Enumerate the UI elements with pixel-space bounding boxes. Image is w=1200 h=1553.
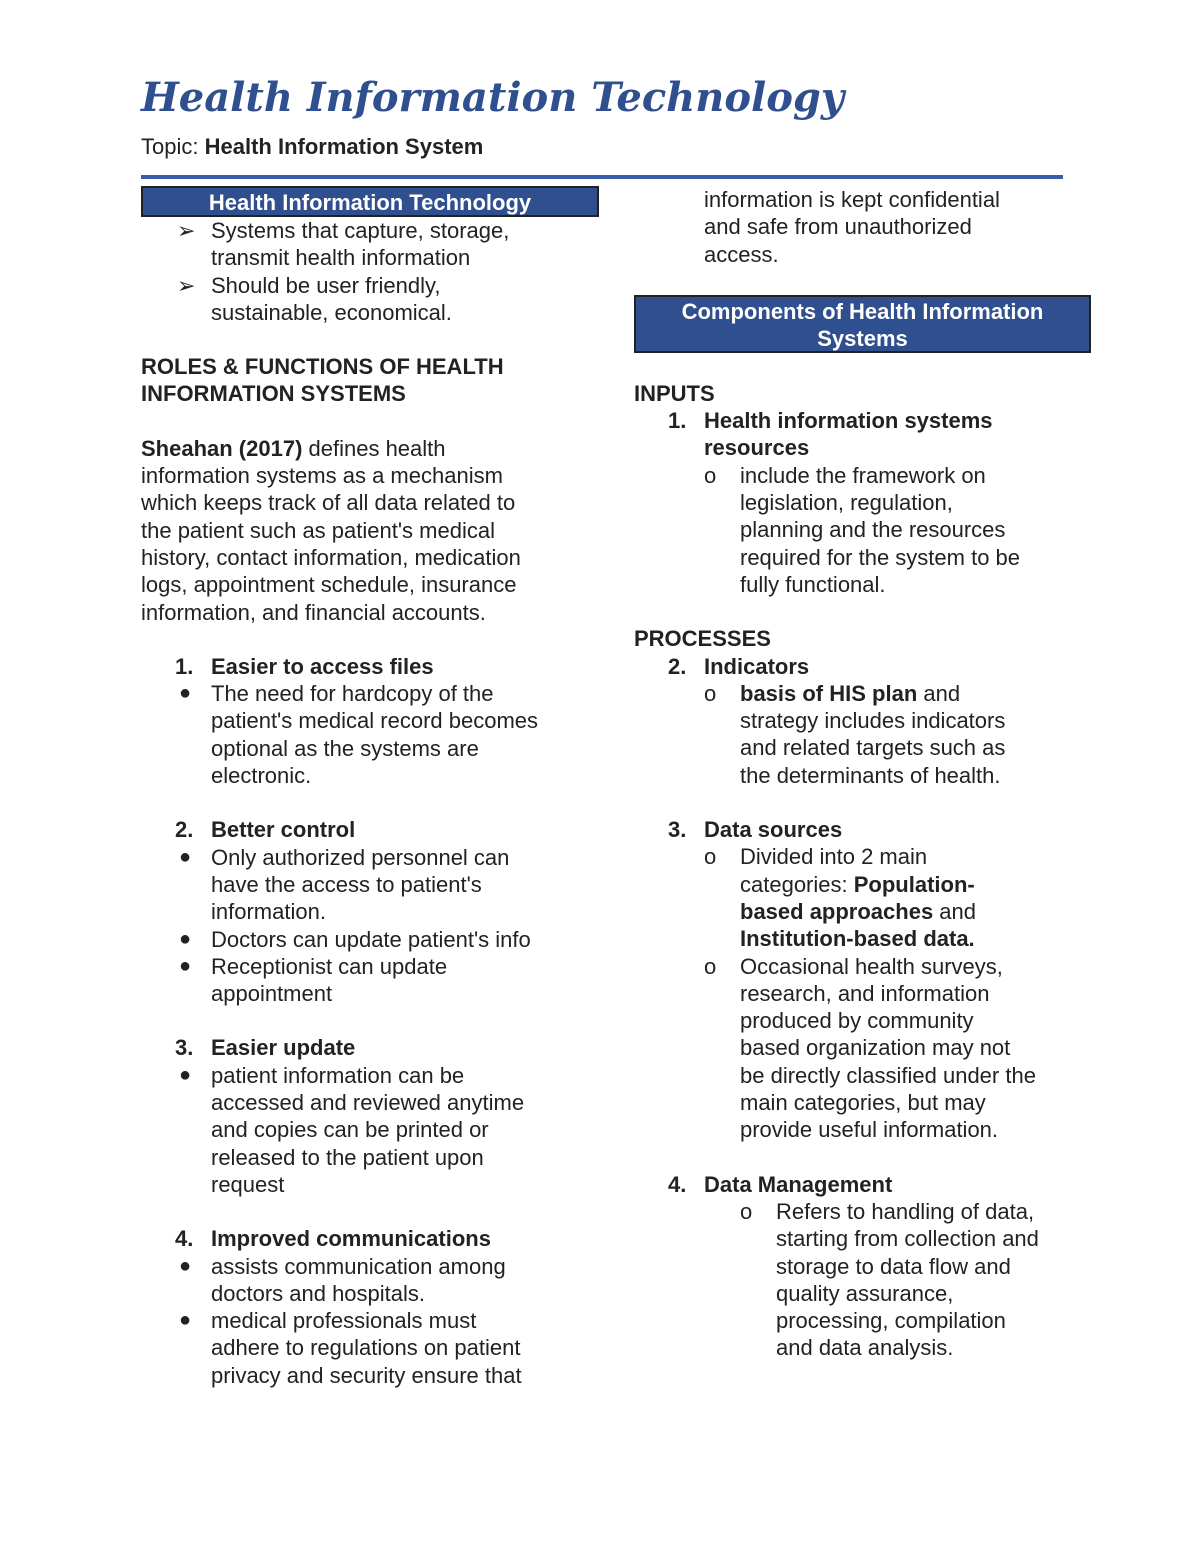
- hollow-circle-bullet-icon: o: [704, 844, 717, 870]
- hollow-circle-bullet-icon: o: [704, 680, 717, 706]
- hollow-circle-bullet-icon: o: [740, 1198, 753, 1224]
- filled-circle-bullet-icon: ●: [179, 1309, 192, 1332]
- filled-circle-bullet-icon: ●: [179, 927, 192, 950]
- list-item: o Divided into 2 main categories: Population- based approaches and Institution-based data.: [704, 844, 977, 952]
- list-item: ● assists communication among doctors and hospitals.: [179, 1253, 506, 1306]
- hollow-circle-bullet-icon: o: [704, 462, 717, 488]
- list-item: o Occasional health surveys, research, and information produced by community based organization may not be directly classified under the main categories, but may provide useful information.: [704, 953, 1036, 1143]
- numbered-item: 3. Easier update: [175, 1035, 356, 1061]
- continued-text: information is kept confidential and safe from unauthorized access.: [704, 187, 1000, 267]
- hollow-circle-bullet-icon: o: [704, 953, 717, 979]
- list-item: ● The need for hardcopy of the patient's medical record becomes optional as the systems are electronic.: [179, 681, 539, 789]
- filled-circle-bullet-icon: ●: [179, 954, 192, 977]
- numbered-item: 4. Improved communications: [175, 1226, 491, 1252]
- topic-line: [141, 134, 483, 160]
- numbered-item: 4. Data Management: [668, 1171, 893, 1197]
- arrowhead-bullet-icon: ➢: [177, 218, 196, 243]
- list-item: o Refers to handling of data, starting from collection and storage to data flow and quality assurance, processing, compilation and data analysis.: [740, 1198, 1039, 1361]
- numbered-item: 1. Health information systems resources: [668, 408, 993, 461]
- filled-circle-bullet-icon: ●: [179, 845, 192, 868]
- topic-label: Topic:: [141, 134, 199, 159]
- numbered-item: 2. Better control: [175, 817, 356, 843]
- list-item: ➢ Should be user friendly, sustainable, economical.: [177, 272, 452, 325]
- section-banner-hit: Health Information Technology: [141, 186, 599, 217]
- right-column: [634, 186, 1094, 1362]
- list-item: ● patient information can be accessed and reviewed anytime and copies can be printed or released to the patient upon request: [179, 1062, 525, 1197]
- filled-circle-bullet-icon: ●: [179, 682, 192, 705]
- processes-label: PROCESSES: [634, 626, 771, 652]
- numbered-item: 2. Indicators: [668, 653, 810, 679]
- numbered-item: 1. Easier to access files: [175, 653, 434, 679]
- header-rule: [141, 175, 1063, 179]
- list-item: ● Doctors can update patient's info: [179, 926, 531, 952]
- numbered-item: 3. Data sources: [668, 817, 843, 843]
- filled-circle-bullet-icon: ●: [179, 1254, 192, 1277]
- list-item: ➢ Systems that capture, storage, transmit health information: [177, 218, 510, 271]
- left-column: [141, 186, 601, 1389]
- list-item: ● Receptionist can update appointment: [179, 953, 448, 1007]
- definition-paragraph: Sheahan (2017) defines health information systems as a mechanism which keeps track of all data related to the patient such as patient's medical history, contact information, medication logs, appointment schedule, insurance information, and financial accounts.: [141, 435, 521, 625]
- filled-circle-bullet-icon: ●: [179, 1063, 192, 1086]
- topic-value: Health Information System: [204, 134, 484, 159]
- section-banner-components: Components of Health Information Systems: [634, 295, 1091, 353]
- list-item: o include the framework on legislation, regulation, planning and the resources required for the system to be fully functional.: [704, 462, 1021, 597]
- list-item: ● medical professionals must adhere to regulations on patient privacy and security ensure that: [179, 1308, 522, 1388]
- list-item: o basis of HIS plan and strategy includes indicators and related targets such as the determinants of health.: [704, 680, 1006, 788]
- list-item: ● Only authorized personnel can have the access to patient's information.: [179, 844, 510, 925]
- inputs-label: INPUTS: [634, 380, 715, 406]
- page-title: Health Information Technology: [141, 74, 845, 121]
- roles-heading: ROLES & FUNCTIONS OF HEALTH INFORMATION SYSTEMS: [141, 354, 504, 407]
- arrowhead-bullet-icon: ➢: [177, 272, 196, 298]
